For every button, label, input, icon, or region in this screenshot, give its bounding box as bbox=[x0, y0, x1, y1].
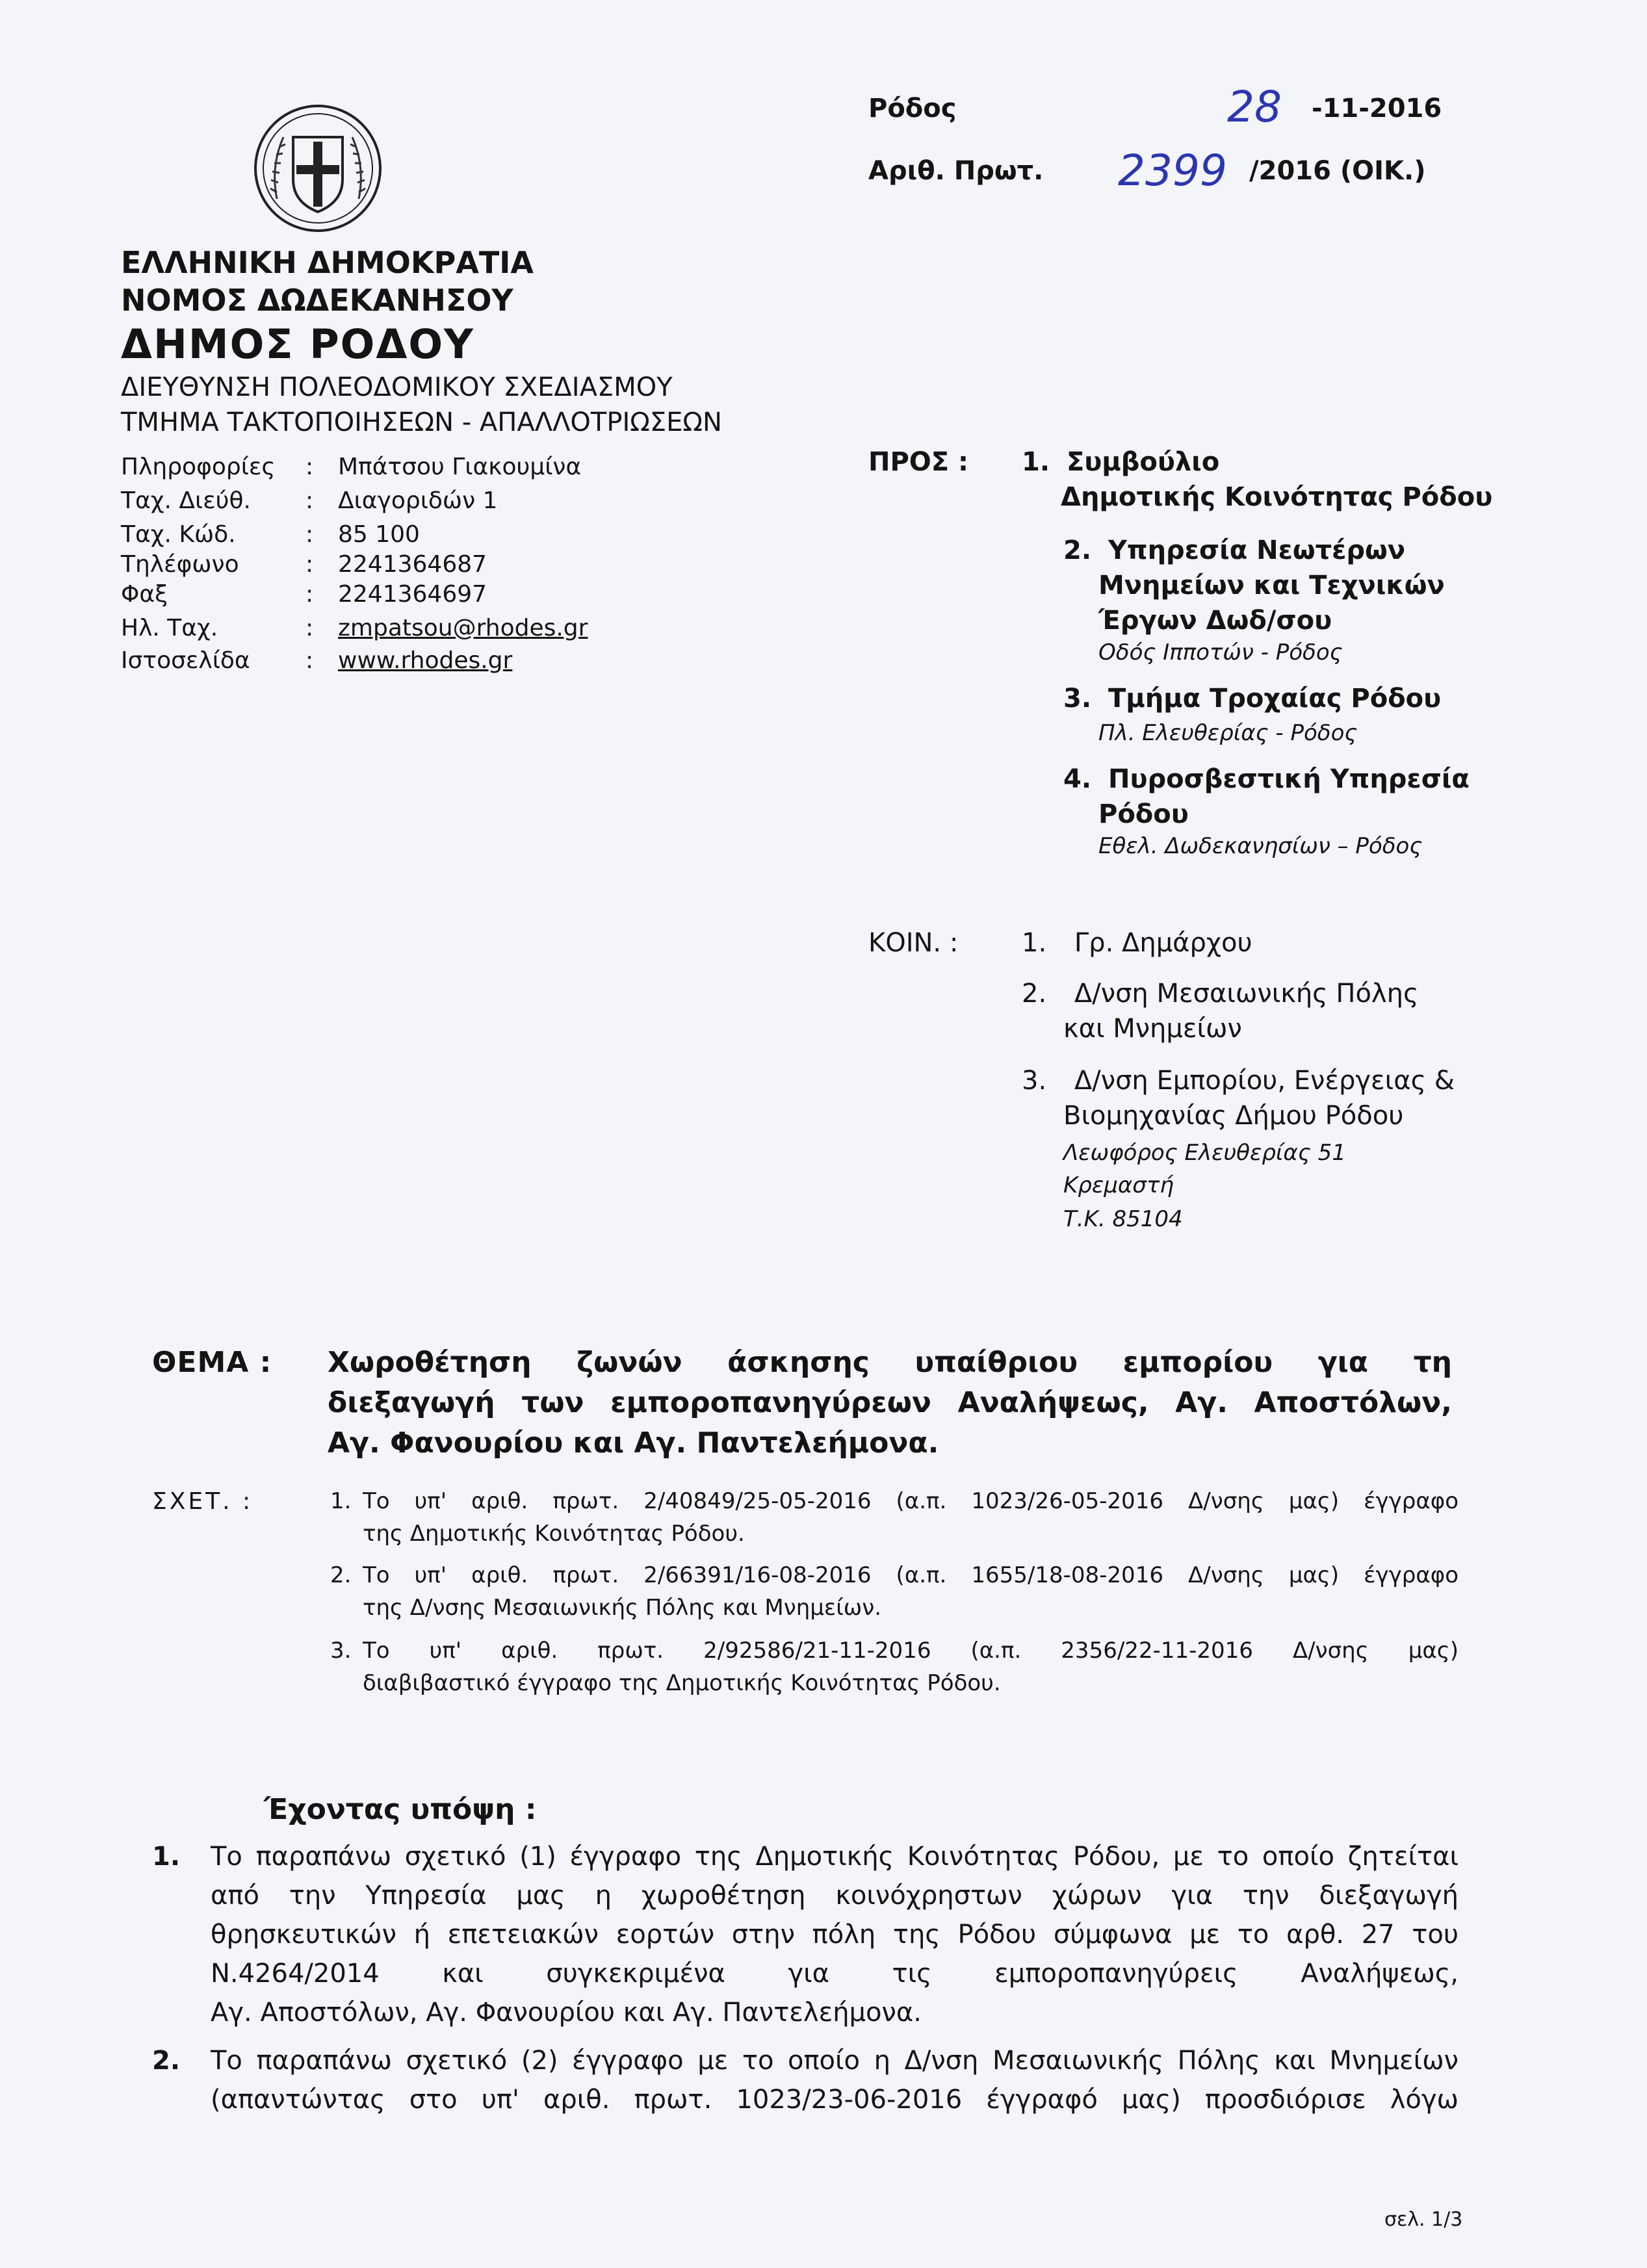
contact-label: Ιστοσελίδα bbox=[121, 647, 250, 674]
related-3-num: 3. bbox=[330, 1638, 352, 1664]
contact-row-email bbox=[121, 612, 588, 645]
recipient-2-line3: Έργων Δωδ/σου bbox=[1098, 606, 1332, 636]
recipient-3 bbox=[1063, 681, 1441, 716]
considering-heading: Έχοντας υπόψη : bbox=[264, 1793, 537, 1826]
recipient-num: 3. bbox=[1063, 684, 1092, 714]
contact-value: 2241364687 bbox=[338, 551, 487, 578]
considering-1-line-4: Ν.4264/2014 και συγκεκριμένα για τις εμποροπανηγύρεις Αναλήψεως, bbox=[211, 1959, 1459, 1989]
contact-value: Μπάτσου Γιακουμίνα bbox=[338, 454, 582, 480]
recipient-name: Τμήμα Τροχαίας Ρόδου bbox=[1108, 684, 1442, 714]
contact-block bbox=[121, 451, 588, 677]
issuer-directorate: ΔΙΕΥΘΥΝΣΗ ΠΟΛΕΟΔΟΜΙΚΟΥ ΣΧΕΔΙΑΣΜΟΥ bbox=[121, 372, 673, 402]
cc-1 bbox=[1022, 925, 1252, 960]
contact-value: 85 100 bbox=[338, 521, 420, 548]
related-2-line-2: της Δ/νσης Μεσαιωνικής Πόλης και Μνημείων. bbox=[363, 1595, 882, 1621]
cc-2-line2: και Μνημείων bbox=[1063, 1014, 1242, 1044]
page-number: σελ. 1/3 bbox=[1384, 2208, 1463, 2231]
contact-row-address bbox=[121, 485, 588, 519]
email-link[interactable]: zmpatsou@rhodes.gr bbox=[338, 615, 588, 641]
considering-1-line-1 bbox=[211, 1839, 1459, 1874]
issuer-municipality: ΔΗΜΟΣ ΡΟΔΟΥ bbox=[121, 320, 474, 368]
contact-label: Ηλ. Ταχ. bbox=[121, 615, 218, 641]
recipient-name: Πυροσβεστική Υπηρεσία bbox=[1108, 764, 1470, 794]
recipient-num: 4. bbox=[1063, 764, 1092, 794]
cc-num: 1. bbox=[1022, 928, 1047, 958]
contact-sep: : bbox=[305, 581, 314, 608]
recipient-num: 1. bbox=[1022, 447, 1050, 477]
date-rest: -11-2016 bbox=[1312, 94, 1442, 123]
cc-3-line2: Βιομηχανίας Δήμου Ρόδου bbox=[1063, 1101, 1404, 1131]
recipient-2-line2: Μνημείων και Τεχνικών bbox=[1098, 571, 1445, 600]
considering-2-num: 2. bbox=[152, 2046, 181, 2076]
issuer-prefecture: ΝΟΜΟΣ ΔΩΔΕΚΑΝΗΣΟΥ bbox=[121, 283, 513, 318]
considering-2-line-2: (απαντώντας στο υπ' αριθ. πρωτ. 1023/23-06-2016 έγγραφό μας) προσδιόρισε λόγω bbox=[211, 2085, 1459, 2115]
related-3-line-1: Το υπ' αριθ. πρωτ. 2/92586/21-11-2016 (α.π. 2356/22-11-2016 Δ/νσης μας) bbox=[363, 1638, 1459, 1664]
contact-sep: : bbox=[305, 615, 314, 641]
related-2-line-1: Το υπ' αριθ. πρωτ. 2/66391/16-08-2016 (α.π. 1655/18-08-2016 Δ/νσης μας) έγγραφο bbox=[363, 1562, 1459, 1588]
cc-name: Δ/νση Εμπορίου, Ενέργειας & bbox=[1074, 1066, 1455, 1096]
recipient-4-address: Εθελ. Δωδεκανησίων – Ρόδος bbox=[1098, 833, 1423, 859]
recipient-1 bbox=[1022, 445, 1219, 480]
contact-sep: : bbox=[305, 647, 314, 674]
cc-2 bbox=[1022, 976, 1418, 1011]
considering-2-line-1: Το παραπάνω σχετικό (2) έγγραφο με το οποίο η Δ/νση Μεσαιωνικής Πόλης και Μνημείων bbox=[211, 2046, 1459, 2076]
recipient-1-line2: Δημοτικής Κοινότητας Ρόδου bbox=[1061, 482, 1493, 512]
greek-state-emblem-icon bbox=[251, 101, 385, 235]
cc-num: 3. bbox=[1022, 1066, 1047, 1096]
issuer-republic: ΕΛΛΗΝΙΚΗ ΔΗΜΟΚΡΑΤΙΑ bbox=[121, 245, 534, 280]
cc-label: ΚΟΙΝ. : bbox=[868, 928, 959, 958]
related-1-line-2: της Δημοτικής Κοινότητας Ρόδου. bbox=[363, 1521, 745, 1547]
contact-sep: : bbox=[305, 551, 314, 578]
recipient-2-address: Οδός Ιπποτών - Ρόδος bbox=[1098, 639, 1343, 665]
related-1-num: 1. bbox=[330, 1488, 352, 1514]
cc-name: Δ/νση Μεσαιωνικής Πόλης bbox=[1074, 979, 1419, 1009]
considering-1-text: Το παραπάνω σχετικό (1) έγγραφο της Δημοτικής Κοινότητας Ρόδου, με το οποίο bbox=[211, 1842, 1334, 1872]
recipient-name: Υπηρεσία Νεωτέρων bbox=[1108, 535, 1406, 565]
considering-1-text-end: ζητείται bbox=[1347, 1842, 1459, 1872]
considering-1-line-5: Αγ. Αποστόλων, Αγ. Φανουρίου και Αγ. Παντελεήμονα. bbox=[211, 1998, 922, 2028]
place-label: Ρόδος bbox=[868, 94, 957, 123]
protocol-label: Αριθ. Πρωτ. bbox=[868, 156, 1044, 186]
contact-label: Τηλέφωνο bbox=[121, 551, 239, 578]
recipient-2 bbox=[1063, 533, 1405, 568]
website-link[interactable]: www.rhodes.gr bbox=[338, 647, 513, 674]
subject-line-1: Χωροθέτηση ζωνών άσκησης υπαίθριου εμπορίου για τη bbox=[328, 1346, 1452, 1379]
contact-row-website bbox=[121, 645, 588, 677]
contact-label: Ταχ. Διεύθ. bbox=[121, 487, 251, 514]
recipients-label: ΠΡΟΣ : bbox=[868, 447, 969, 477]
cc-3 bbox=[1022, 1063, 1455, 1098]
contact-sep: : bbox=[305, 487, 314, 514]
related-2-num: 2. bbox=[330, 1562, 352, 1588]
contact-value: Διαγοριδών 1 bbox=[338, 487, 498, 514]
recipient-4-line2: Ρόδου bbox=[1098, 799, 1189, 829]
related-1-line-1: Το υπ' αριθ. πρωτ. 2/40849/25-05-2016 (α.π. 1023/26-05-2016 Δ/νσης μας) έγγραφο bbox=[363, 1488, 1459, 1514]
subject-label: ΘΕΜΑ : bbox=[152, 1346, 272, 1379]
cc-3-city: Κρεμαστή bbox=[1063, 1172, 1174, 1198]
issuer-department: ΤΜΗΜΑ ΤΑΚΤΟΠΟΙΗΣΕΩΝ - ΑΠΑΛΛΟΤΡΙΩΣΕΩΝ bbox=[121, 407, 722, 437]
contact-label: Φαξ bbox=[121, 581, 168, 608]
contact-label: Πληροφορίες bbox=[121, 454, 276, 480]
protocol-suffix: /2016 (ΟΙΚ.) bbox=[1249, 156, 1426, 186]
cc-3-address: Λεωφόρος Ελευθερίας 51 bbox=[1063, 1140, 1346, 1166]
recipient-num: 2. bbox=[1063, 535, 1092, 565]
cc-name: Γρ. Δημάρχου bbox=[1074, 928, 1252, 958]
subject-line-2: διεξαγωγή των εμποροπανηγύρεων Αναλήψεως, Αγ. Αποστόλων, bbox=[328, 1386, 1452, 1419]
contact-sep: : bbox=[305, 454, 314, 480]
cc-num: 2. bbox=[1022, 979, 1047, 1009]
contact-sep: : bbox=[305, 521, 314, 548]
handwritten-protocol-number: 2399 bbox=[1118, 146, 1227, 196]
handwritten-day: 28 bbox=[1227, 82, 1282, 132]
contact-value: 2241364697 bbox=[338, 581, 487, 608]
recipient-name: Συμβούλιο bbox=[1066, 447, 1220, 477]
contact-label: Ταχ. Κώδ. bbox=[121, 521, 236, 548]
contact-row-postcode bbox=[121, 519, 588, 548]
contact-row-fax bbox=[121, 578, 588, 612]
subject-line-3: Αγ. Φανουρίου και Αγ. Παντελεήμονα. bbox=[328, 1426, 939, 1460]
related-label: ΣΧΕΤ. : bbox=[152, 1488, 253, 1515]
cc-3-postcode: Τ.Κ. 85104 bbox=[1063, 1206, 1183, 1232]
considering-1-num: 1. bbox=[152, 1842, 181, 1872]
recipient-3-address: Πλ. Ελευθερίας - Ρόδος bbox=[1098, 720, 1358, 746]
related-3-line-2: διαβιβαστικό έγγραφο της Δημοτικής Κοινότητας Ρόδου. bbox=[363, 1670, 1001, 1696]
contact-row-phone bbox=[121, 548, 588, 578]
recipient-4 bbox=[1063, 762, 1470, 797]
contact-row-info bbox=[121, 451, 588, 485]
considering-1-line-3: θρησκευτικών ή επετειακών εορτών στην πόλη της Ρόδου σύμφωνα με το αρθ. 27 του bbox=[211, 1920, 1459, 1950]
considering-1-line-2: από την Υπηρεσία μας η χωροθέτηση κοινόχρηστων χώρων για την διεξαγωγή bbox=[211, 1881, 1459, 1911]
